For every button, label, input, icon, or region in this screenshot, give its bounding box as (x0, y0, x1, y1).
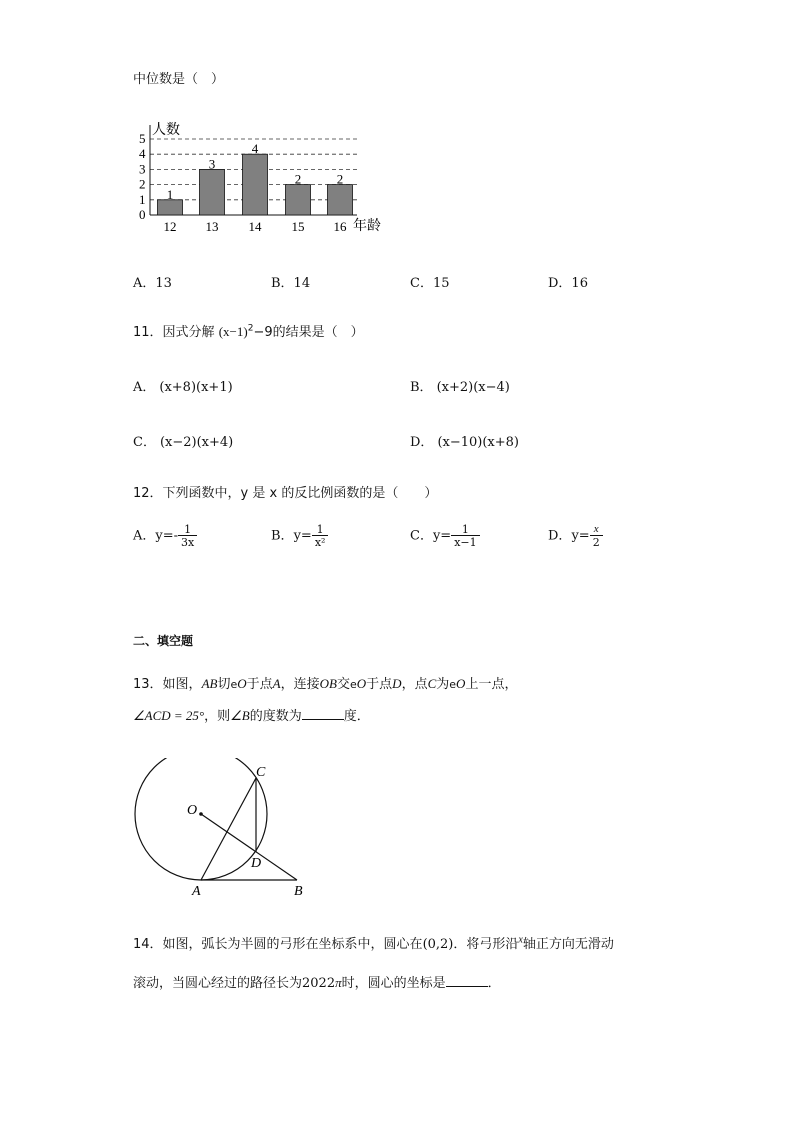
q13-text: 如图， (162, 677, 202, 692)
y-tick-label: 0 (139, 207, 146, 222)
q12-option-a (133, 524, 197, 548)
q11-option-b-label: B． (410, 380, 433, 395)
q13-point-d: D (392, 676, 402, 691)
bar-value-label: 1 (166, 186, 174, 202)
center-dot (199, 812, 203, 816)
q12-option-a-fraction (178, 524, 197, 548)
q13-seg-ab: AB (201, 676, 218, 691)
segment-ac (201, 778, 256, 880)
q14-center-point: (0,2) (422, 937, 454, 952)
q12-option-c-pre: y= (432, 528, 452, 544)
q12-option-c (410, 524, 480, 548)
q14-text: ．将弓形沿 (453, 937, 519, 952)
circle-symbol: e (449, 678, 457, 691)
q11-option-a-label: A． (133, 380, 156, 395)
q10-bar-chart (130, 118, 400, 240)
bar-value-label: 3 (208, 156, 216, 172)
q13-text: ，连接 (280, 677, 320, 692)
fraction-numerator: 1 (461, 523, 469, 536)
q11-stem-pre: 因式分解 (162, 325, 215, 340)
label-a: A (192, 884, 201, 899)
q14-text: 轴正方向无滑动 (522, 937, 614, 952)
q11-option-c (133, 431, 233, 450)
q12-stem (133, 482, 437, 501)
chart-category-labels (164, 219, 348, 234)
q13-text: 切 (217, 677, 231, 692)
y-tick-label: 4 (139, 146, 146, 162)
label-c: C (256, 765, 266, 780)
bar-14 (243, 154, 268, 215)
q11-option-d (410, 431, 519, 450)
q10-option-a: A．13 (133, 276, 172, 291)
q12-option-c-fraction (451, 524, 479, 548)
q14-line-2 (133, 972, 501, 991)
q11-option-d-label: D． (410, 435, 434, 450)
q13-text: 交 (336, 677, 350, 692)
q13-point-o: O (456, 676, 466, 691)
q13-text: 于点 (366, 677, 393, 692)
q13-text: ，则 (204, 709, 231, 724)
q13-point-o: O (237, 676, 247, 691)
q11-option-a (133, 376, 233, 395)
q11-expr: (x−1) (218, 324, 248, 339)
y-axis-title: 人数 (152, 122, 180, 138)
q12-option-d (548, 524, 603, 548)
section-title-fill-in: 二、填空题 (133, 634, 194, 648)
fraction-denominator: 3x (178, 535, 197, 548)
q14-pi: π (335, 975, 342, 990)
q11-option-b (410, 376, 510, 395)
bar-12 (158, 200, 183, 215)
q12-option-b-fraction (312, 524, 329, 548)
circle-symbol: e (230, 678, 238, 691)
q13-line-2 (133, 705, 370, 724)
q11-stem-post: 的结果是（ ） (272, 325, 364, 340)
q14-text: 时，圆心的坐标是 (341, 976, 446, 991)
q13-number: 13． (133, 677, 163, 692)
x-tick-label: 15 (291, 219, 305, 234)
q11-expr-tail: −9 (253, 325, 273, 340)
q11-exp: 2 (247, 323, 254, 334)
label-o: O (187, 803, 198, 818)
q11-option-b-expr: (x+2)(x−4) (436, 380, 510, 395)
label-b: B (294, 884, 303, 899)
fraction-denominator: x² (312, 535, 329, 548)
x-tick-label: 12 (163, 219, 177, 234)
q12-option-a-pre: y=- (155, 528, 179, 544)
answer-blank[interactable] (302, 707, 344, 720)
q13-text: 于点 (246, 677, 273, 692)
fraction-denominator: 2 (590, 535, 603, 548)
q11-number: 11． (133, 325, 163, 340)
q14-text: ． (487, 976, 501, 991)
fraction-numerator: 1 (184, 523, 192, 536)
q11-option-a-expr: (x+8)(x+1) (159, 380, 233, 395)
q13-point-a: A (272, 676, 281, 691)
q12-number: 12． (133, 486, 163, 501)
q10-stem-tail: 中位数是（ ） (133, 72, 225, 87)
x-tick-label: 14 (248, 219, 262, 234)
fraction-numerator: 1 (316, 523, 324, 536)
q12-option-b-pre: y= (293, 528, 312, 544)
q13-point-c: C (427, 676, 437, 691)
q10-option-c: C．15 (410, 276, 450, 291)
bar-16 (328, 185, 353, 215)
bar-value-label: 2 (336, 171, 344, 187)
segment-ob (201, 814, 297, 880)
q11-option-d-expr: (x−10)(x+8) (437, 435, 519, 450)
q13-angle-expr: ∠ACD = 25° (133, 708, 205, 723)
x-axis-title: 年龄 (353, 218, 381, 234)
q11-stem (133, 321, 364, 340)
q10-option-b: B．14 (271, 276, 311, 291)
q14-number: 14． (133, 937, 163, 952)
q14-text: 如图，弧长为半圆的弓形在坐标系中，圆心在 (162, 937, 423, 952)
q13-text: 度． (343, 709, 370, 724)
circle-symbol: e (349, 678, 357, 691)
q13-text: 的度数为 (249, 709, 302, 724)
chart-yticks (139, 131, 146, 222)
q12-option-a-label: A． (133, 528, 156, 544)
q11-option-c-label: C． (133, 435, 156, 450)
fraction-numerator: x (593, 523, 599, 535)
q12-option-b-label: B． (271, 528, 294, 544)
q14-text: 滚动，当圆心经过的路径长为 (133, 976, 303, 991)
q10-option-d: D．16 (548, 276, 588, 291)
q12-option-d-fraction (590, 524, 603, 548)
q13-text: ，点 (401, 677, 428, 692)
fraction-denominator: x−1 (451, 535, 479, 548)
q13-text: 上一点， (465, 677, 518, 692)
q13-line-1 (133, 673, 517, 692)
q12-option-d-label: D． (548, 528, 572, 544)
q14-line-1 (133, 933, 614, 952)
q12-stem-text: 下列函数中，y 是 x 的反比例函数的是（ ） (162, 486, 438, 501)
q13-angle-b: ∠B (230, 708, 250, 723)
bar-15 (286, 185, 311, 215)
q14-x-symbol: x (518, 934, 523, 946)
y-tick-label: 1 (139, 191, 146, 207)
bar-13 (200, 169, 225, 215)
q13-point-o: O (356, 676, 367, 691)
q12-option-c-label: C． (410, 528, 433, 544)
q11-option-c-expr: (x−2)(x+4) (159, 435, 234, 450)
label-d: D (251, 856, 262, 871)
y-tick-label: 5 (139, 131, 146, 146)
q14-path-value: 2022 (302, 976, 336, 991)
bar-value-label: 2 (294, 171, 302, 187)
q13-geometry-figure (130, 758, 320, 900)
q12-option-b (271, 524, 328, 548)
q12-option-d-pre: y= (571, 528, 590, 544)
y-tick-label: 2 (139, 176, 146, 192)
q13-seg-ob: OB (319, 676, 337, 691)
y-tick-label: 3 (139, 161, 146, 177)
x-tick-label: 16 (333, 219, 347, 234)
circle-o (135, 758, 267, 880)
bar-value-label: 4 (251, 141, 259, 157)
q13-text: 为 (436, 677, 450, 692)
answer-blank[interactable] (446, 974, 488, 987)
x-tick-label: 13 (205, 219, 219, 234)
